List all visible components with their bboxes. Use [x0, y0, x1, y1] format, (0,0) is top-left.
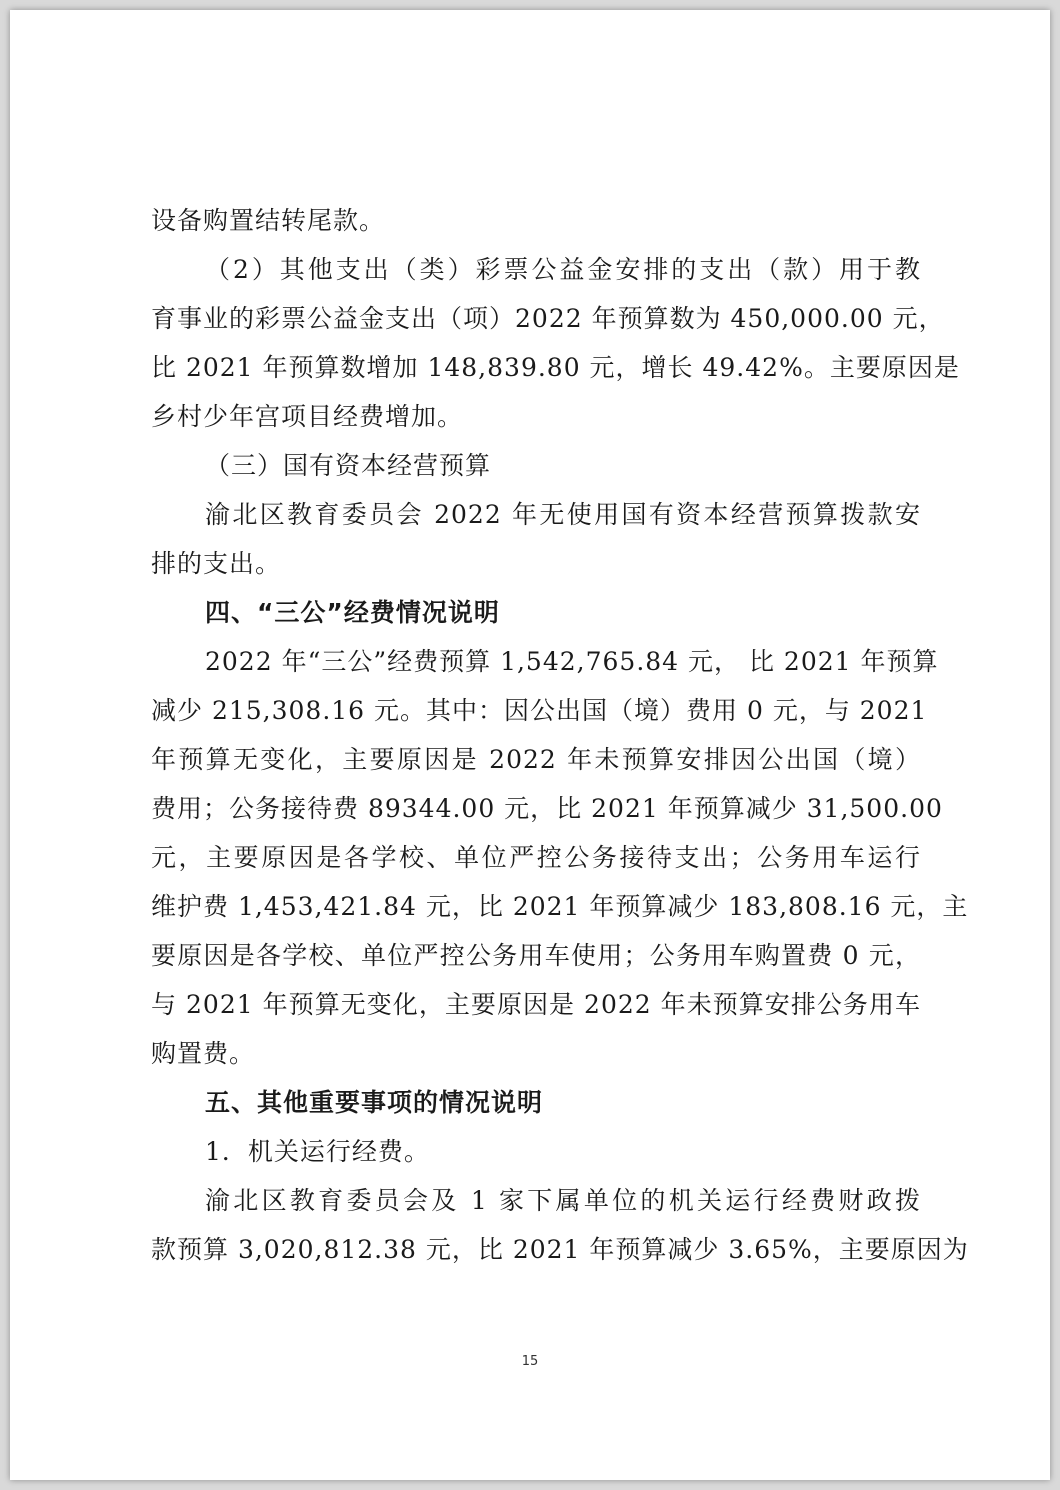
- text-line: 年预算无变化，主要原因是 2022 年未预算安排因公出国（境）: [151, 745, 921, 774]
- text-line: 比 2021 年预算数增加 148,839.80 元，增长 49.42%。主要原因是: [151, 353, 960, 382]
- text-line: 1．机关运行经费。: [205, 1137, 430, 1166]
- text-line: 与 2021 年预算无变化，主要原因是 2022 年未预算安排公务用车: [151, 990, 921, 1019]
- text-line: 渝北区教育委员会及 1 家下属单位的机关运行经费财政拨: [205, 1186, 921, 1215]
- text-line: 设备购置结转尾款。: [151, 206, 386, 235]
- document-page: [10, 10, 1050, 1480]
- page-number: 15: [521, 1354, 539, 1369]
- text-line: 渝北区教育委员会 2022 年无使用国有资本经营预算拨款安: [205, 500, 921, 529]
- text-line: 要原因是各学校、单位严控公务用车使用；公务用车购置费 0 元，: [151, 941, 921, 970]
- text-line: 育事业的彩票公益金支出（项）2022 年预算数为 450,000.00 元，: [151, 304, 945, 333]
- text-line: 维护费 1,453,421.84 元，比 2021 年预算减少 183,808.16 元，主: [151, 892, 969, 921]
- text-line: 购置费。: [151, 1039, 256, 1068]
- text-line: 2022 年“三公”经费预算 1,542,765.84 元， 比 2021 年预算: [205, 647, 939, 676]
- text-line: （三）国有资本经营预算: [205, 451, 492, 480]
- text-line: 排的支出。: [151, 549, 282, 578]
- text-line: 费用；公务接待费 89344.00 元，比 2021 年预算减少 31,500.00: [151, 794, 943, 823]
- text-line: 减少 215,308.16 元。其中：因公出国（境）费用 0 元，与 2021: [151, 696, 928, 725]
- text-line: 元，主要原因是各学校、单位严控公务接待支出；公务用车运行: [151, 843, 921, 872]
- text-line: （2）其他支出（类）彩票公益金安排的支出（款）用于教: [205, 255, 921, 284]
- text-line: 款预算 3,020,812.38 元，比 2021 年预算减少 3.65%，主要原因为: [151, 1235, 969, 1264]
- section-heading: 五、其他重要事项的情况说明: [205, 1088, 544, 1117]
- section-heading: 四、“三公”经费情况说明: [205, 598, 500, 627]
- text-line: 乡村少年宫项目经费增加。: [151, 402, 464, 431]
